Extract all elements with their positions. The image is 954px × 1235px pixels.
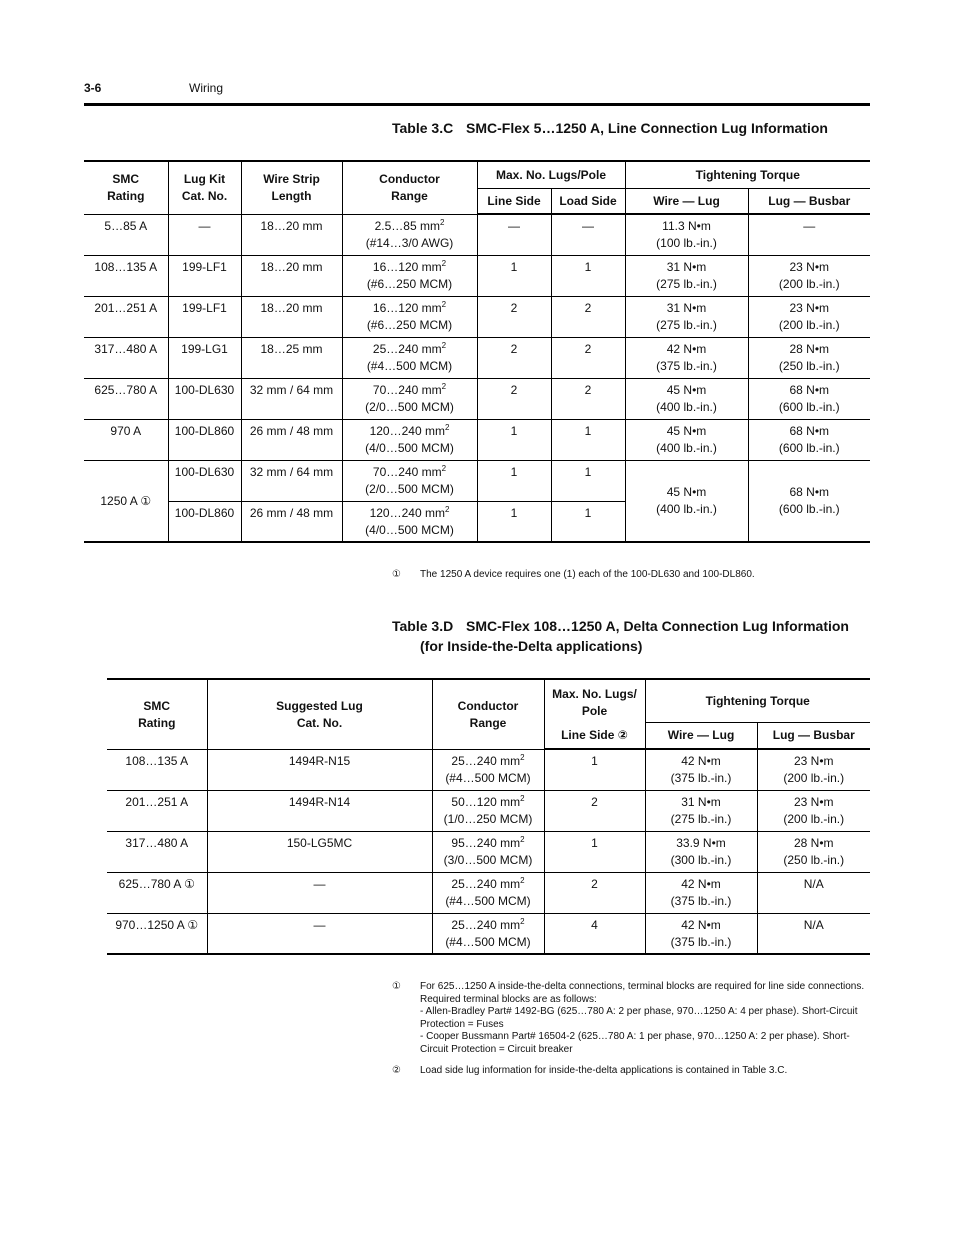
lug-busbar-value: 28 N•m: [789, 341, 830, 356]
lug-busbar-value: N/A: [803, 917, 824, 932]
cell-load-side: —: [551, 214, 625, 255]
conductor-alt: (3/0…500 MCM): [443, 852, 533, 867]
cell-rating: 625…780 A ①: [107, 872, 207, 913]
superscript: 2: [520, 834, 525, 844]
cell-conductor: [342, 460, 477, 501]
cell-rating: 970 A: [84, 419, 168, 460]
cell-wire-strip: 18…25 mm: [241, 337, 342, 378]
conductor-line: [345, 259, 475, 276]
col-line-side: Line Side ②: [544, 722, 645, 749]
col-max-lugs: Max. No. Lugs/ Pole: [544, 679, 645, 722]
cell-lug-busbar: [757, 913, 870, 954]
table-c-title: SMC-Flex 5…1250 A, Line Connection Lug Information: [466, 120, 828, 136]
cell-line-side: 2: [477, 296, 551, 337]
lug-busbar-value: 23 N•m: [793, 754, 834, 768]
cell-wire-strip: 26 mm / 48 mm: [241, 501, 342, 542]
footnote-marker: ①: [392, 569, 401, 580]
wire-lug-value: 33.9 N•m: [676, 835, 726, 850]
table-row: [84, 419, 870, 460]
wire-lug-value: 42 N•m: [681, 876, 721, 891]
lug-busbar-value: 23 N•m: [789, 300, 830, 315]
cell-conductor: [432, 831, 544, 872]
col-wire-lug: Wire — Lug: [645, 722, 757, 749]
conductor-value: 2.5…85 mm: [374, 218, 440, 233]
table-d: [107, 678, 870, 955]
conductor-alt: (#4…500 MCM): [445, 893, 531, 908]
cell-conductor: [432, 872, 544, 913]
conductor-line: [345, 464, 475, 481]
cell-wire-strip: 18…20 mm: [241, 296, 342, 337]
cell-rating: 201…251 A: [84, 296, 168, 337]
footnote-text: The 1250 A device requires one (1) each of the 100-DL630 and 100-DL860.: [420, 569, 755, 580]
section-title: Wiring: [189, 81, 224, 95]
lug-busbar-alt: (250 lb.-in.): [783, 852, 845, 867]
wire-lug-alt: (300 lb.-in.): [670, 852, 732, 867]
cell-load-side: 1: [551, 419, 625, 460]
conductor-line: [435, 835, 542, 852]
cell-lug-kit: 100-DL630: [168, 378, 241, 419]
conductor-line: [435, 794, 542, 811]
wire-lug-value: 31 N•m: [666, 300, 707, 315]
table-row: [107, 749, 870, 790]
conductor-line: [345, 382, 475, 399]
col-smc-rating: SMC Rating: [84, 161, 168, 214]
col-wire-lug: Wire — Lug: [625, 188, 748, 214]
cell-wire-lug: [625, 378, 748, 419]
cell-wire-lug: [645, 872, 757, 913]
cell-suggested-lug: —: [207, 913, 432, 954]
table-row: [107, 790, 870, 831]
cell-rating: 1250 A ①: [84, 460, 168, 542]
cell-conductor: [342, 214, 477, 255]
cell-line-side: 2: [544, 872, 645, 913]
col-lug-busbar: Lug — Busbar: [748, 188, 870, 214]
cell-wire-lug: [645, 790, 757, 831]
wire-lug-alt: (375 lb.-in.): [656, 358, 717, 373]
table-c-label: Table 3.C: [392, 120, 454, 136]
cell-lug-kit: —: [168, 214, 241, 255]
conductor-value: 120…240 mm: [369, 423, 445, 438]
cell-conductor: [432, 749, 544, 790]
cell-lug-busbar: [757, 872, 870, 913]
cell-load-side: 1: [551, 460, 625, 501]
col-conductor-range: Conductor Range: [342, 161, 477, 214]
superscript: 2: [441, 381, 447, 391]
cell-wire-strip: 18…20 mm: [241, 214, 342, 255]
conductor-alt: (#4…500 MCM): [366, 358, 453, 373]
cell-conductor: [342, 337, 477, 378]
conductor-alt: (2/0…500 MCM): [365, 481, 454, 496]
superscript: 2: [441, 299, 447, 309]
table-c-caption: [392, 118, 870, 140]
conductor-value: 25…240 mm: [451, 876, 521, 891]
superscript: 2: [441, 340, 447, 350]
table-c: [84, 160, 870, 543]
col-wire-strip: Wire Strip Length: [241, 161, 342, 214]
superscript: 2: [520, 916, 525, 926]
lug-busbar-alt: (250 lb.-in.): [778, 358, 840, 373]
table-row: [84, 255, 870, 296]
wire-lug-alt: (275 lb.-in.): [670, 811, 732, 826]
col-max-lugs: Max. No. Lugs/Pole: [477, 161, 625, 188]
wire-lug-value: 45 N•m: [666, 382, 707, 397]
cell-lug-busbar: [748, 378, 870, 419]
cell-lug-kit: 199-LF1: [168, 255, 241, 296]
cell-wire-lug: [645, 913, 757, 954]
wire-lug-value: 42 N•m: [666, 341, 707, 356]
col-lug-kit: Lug Kit Cat. No.: [168, 161, 241, 214]
lug-busbar-alt: (200 lb.-in.): [783, 771, 845, 785]
cell-rating: 625…780 A: [84, 378, 168, 419]
wire-lug-alt: (400 lb.-in.): [656, 399, 717, 414]
cell-wire-lug: [625, 214, 748, 255]
conductor-value: 95…240 mm: [451, 835, 521, 850]
conductor-line: [435, 917, 542, 934]
cell-conductor: [342, 378, 477, 419]
conductor-line: [345, 423, 475, 440]
cell-conductor: [342, 255, 477, 296]
conductor-line: [435, 753, 542, 770]
cell-lug-kit: 100-DL630: [168, 460, 241, 501]
conductor-alt: (#4…500 MCM): [445, 770, 531, 785]
lug-busbar-alt: (600 lb.-in.): [778, 440, 840, 455]
cell-lug-busbar: [748, 460, 870, 542]
col-tightening-torque: Tightening Torque: [645, 679, 870, 722]
cell-rating: 5…85 A: [84, 214, 168, 255]
lug-busbar-alt: (600 lb.-in.): [778, 399, 840, 414]
cell-wire-strip: 18…20 mm: [241, 255, 342, 296]
conductor-line: [435, 876, 542, 893]
cell-load-side: 2: [551, 337, 625, 378]
cell-rating: 201…251 A: [107, 790, 207, 831]
col-smc-rating: SMC Rating: [107, 679, 207, 749]
table-c-body: [84, 214, 870, 542]
footnote-line: Load side lug information for inside-the-delta applications is contained in Table 3.C.: [420, 1065, 788, 1076]
cell-lug-kit: 100-DL860: [168, 501, 241, 542]
wire-lug-alt: (275 lb.-in.): [656, 317, 717, 332]
superscript: 2: [520, 793, 525, 803]
cell-rating: 317…480 A: [107, 831, 207, 872]
cell-suggested-lug: —: [207, 872, 432, 913]
cell-wire-lug: [645, 749, 757, 790]
conductor-alt: (4/0…500 MCM): [365, 522, 454, 537]
col-line-side: Line Side: [477, 188, 551, 214]
table-row: [84, 337, 870, 378]
cell-lug-busbar: [757, 831, 870, 872]
cell-rating: 317…480 A: [84, 337, 168, 378]
col-load-side: Load Side: [551, 188, 625, 214]
cell-wire-strip: 32 mm / 64 mm: [241, 460, 342, 501]
table-row: [84, 214, 870, 255]
table-row: [84, 460, 870, 501]
cell-wire-strip: 32 mm / 64 mm: [241, 378, 342, 419]
cell-wire-lug: [645, 831, 757, 872]
header-rule: [84, 103, 870, 106]
cell-conductor: [432, 913, 544, 954]
cell-lug-busbar: [748, 255, 870, 296]
cell-rating: 970…1250 A ①: [107, 913, 207, 954]
col-tightening-torque: Tightening Torque: [625, 161, 870, 188]
cell-wire-strip: 26 mm / 48 mm: [241, 419, 342, 460]
cell-rating: 108…135 A: [84, 255, 168, 296]
cell-line-side: 2: [477, 337, 551, 378]
cell-line-side: 2: [544, 790, 645, 831]
conductor-line: [345, 505, 475, 522]
conductor-alt: (#4…500 MCM): [445, 934, 531, 949]
lug-busbar-value: 68 N•m: [789, 423, 830, 438]
footnote-marker: ②: [392, 1065, 401, 1076]
cell-line-side: 2: [477, 378, 551, 419]
superscript: 2: [520, 875, 525, 885]
footnote-text: [420, 981, 870, 1056]
cell-rating: 108…135 A: [107, 749, 207, 790]
footnote-line: - Allen-Bradley Part# 1492-BG (625…780 A: 2 per phase, 970…1250 A: 4 per phase). Short-Circuit Protection = Fuses: [420, 1006, 858, 1030]
conductor-alt: (1/0…250 MCM): [443, 811, 533, 826]
cell-lug-busbar: [748, 214, 870, 255]
conductor-value: 16…120 mm: [372, 259, 442, 274]
cell-load-side: 2: [551, 378, 625, 419]
cell-line-side: 4: [544, 913, 645, 954]
cell-load-side: 1: [551, 501, 625, 542]
cell-wire-lug: [625, 460, 748, 542]
cell-load-side: 1: [551, 255, 625, 296]
table-d-body: [107, 749, 870, 954]
conductor-value: 25…240 mm: [451, 917, 521, 932]
conductor-alt: (4/0…500 MCM): [365, 440, 454, 455]
cell-suggested-lug: 1494R-N15: [207, 749, 432, 790]
conductor-value: 70…240 mm: [372, 382, 442, 397]
lug-busbar-value: 23 N•m: [789, 259, 830, 274]
lug-busbar-value: N/A: [803, 876, 824, 891]
table-d-title: SMC-Flex 108…1250 A, Delta Connection Lug Information (for Inside-the-Delta applications): [420, 618, 849, 654]
cell-line-side: 1: [477, 501, 551, 542]
cell-lug-busbar: [757, 749, 870, 790]
conductor-alt: (2/0…500 MCM): [365, 399, 454, 414]
cell-lug-busbar: [748, 296, 870, 337]
conductor-value: 120…240 mm: [369, 505, 445, 520]
conductor-value: 25…240 mm: [451, 753, 521, 768]
conductor-alt: (#14…3/0 AWG): [365, 235, 454, 250]
table-row: [84, 296, 870, 337]
wire-lug-alt: (375 lb.-in.): [670, 934, 732, 949]
cell-lug-kit: 100-DL860: [168, 419, 241, 460]
superscript: 2: [444, 422, 450, 432]
lug-busbar-alt: (200 lb.-in.): [783, 811, 845, 826]
table-row: [107, 831, 870, 872]
wire-lug-alt: (100 lb.-in.): [656, 236, 717, 250]
lug-busbar-value: 28 N•m: [793, 835, 834, 850]
cell-conductor: [342, 296, 477, 337]
wire-lug-alt: (375 lb.-in.): [670, 893, 732, 908]
lug-busbar-alt: (600 lb.-in.): [778, 502, 840, 517]
conductor-alt: (#6…250 MCM): [366, 276, 453, 291]
lug-busbar-value: 68 N•m: [789, 382, 830, 397]
cell-conductor: [432, 790, 544, 831]
cell-wire-lug: [625, 255, 748, 296]
col-lug-busbar: Lug — Busbar: [757, 722, 870, 749]
table-row: [107, 872, 870, 913]
cell-conductor: [342, 419, 477, 460]
lug-busbar-alt: (200 lb.-in.): [778, 317, 840, 332]
lug-busbar-value: 68 N•m: [789, 485, 830, 500]
table-d-caption: [392, 616, 870, 658]
cell-wire-lug: [625, 337, 748, 378]
wire-lug-value: 31 N•m: [666, 259, 707, 274]
cell-suggested-lug: 150-LG5MC: [207, 831, 432, 872]
page-number: 3-6: [84, 81, 102, 95]
cell-wire-lug: [625, 296, 748, 337]
cell-line-side: 1: [477, 460, 551, 501]
cell-line-side: 1: [544, 831, 645, 872]
wire-lug-alt: (400 lb.-in.): [656, 440, 717, 455]
footnote-line: For 625…1250 A inside-the-delta connections, terminal blocks are required for line side connections. Required terminal blocks are as follows:: [420, 981, 865, 1005]
cell-lug-kit: 199-LG1: [168, 337, 241, 378]
cell-lug-busbar: [748, 337, 870, 378]
wire-lug-alt: (400 lb.-in.): [656, 502, 717, 517]
cell-lug-busbar: [757, 790, 870, 831]
footnote-line: - Cooper Bussmann Part# 16504-2 (625…780 A: 1 per phase, 970…1250 A: 2 per phase). Short-Circuit Protection = Circuit breaker: [420, 1031, 850, 1055]
conductor-value: 70…240 mm: [372, 464, 442, 479]
wire-lug-value: 45 N•m: [666, 423, 707, 438]
wire-lug-alt: (375 lb.-in.): [670, 771, 732, 785]
col-suggested-lug: Suggested Lug Cat. No.: [207, 679, 432, 749]
cell-line-side: —: [477, 214, 551, 255]
conductor-line: [345, 341, 475, 358]
superscript: 2: [520, 752, 525, 762]
wire-lug-value: 42 N•m: [681, 754, 721, 768]
wire-lug-value: 45 N•m: [666, 485, 707, 500]
cell-lug-kit: 199-LF1: [168, 296, 241, 337]
cell-conductor: [342, 501, 477, 542]
superscript: 2: [444, 504, 450, 514]
cell-lug-busbar: [748, 419, 870, 460]
conductor-value: 50…120 mm: [451, 794, 521, 809]
cell-line-side: 1: [477, 255, 551, 296]
table-row: [84, 378, 870, 419]
wire-lug-value: 31 N•m: [681, 794, 721, 809]
conductor-value: 25…240 mm: [372, 341, 442, 356]
cell-load-side: 2: [551, 296, 625, 337]
lug-busbar-value: —: [803, 219, 816, 233]
wire-lug-value: 42 N•m: [681, 917, 721, 932]
wire-lug-value: 11.3 N•m: [662, 219, 711, 233]
col-conductor-range: Conductor Range: [432, 679, 544, 749]
lug-busbar-alt: (200 lb.-in.): [778, 276, 840, 291]
cell-line-side: 1: [477, 419, 551, 460]
cell-line-side: 1: [544, 749, 645, 790]
cell-suggested-lug: 1494R-N14: [207, 790, 432, 831]
table-d-label: Table 3.D: [392, 618, 454, 634]
table-row: [107, 913, 870, 954]
superscript: 2: [441, 258, 447, 268]
footnote-marker: ①: [392, 981, 401, 992]
conductor-alt: (#6…250 MCM): [366, 317, 453, 332]
footnote-text: [420, 1065, 870, 1078]
lug-busbar-value: 23 N•m: [793, 794, 834, 809]
wire-lug-alt: (275 lb.-in.): [656, 276, 717, 291]
superscript: 2: [439, 217, 445, 227]
conductor-line: [345, 218, 475, 235]
conductor-value: 16…120 mm: [372, 300, 442, 315]
conductor-line: [345, 300, 475, 317]
superscript: 2: [441, 463, 447, 473]
cell-wire-lug: [625, 419, 748, 460]
